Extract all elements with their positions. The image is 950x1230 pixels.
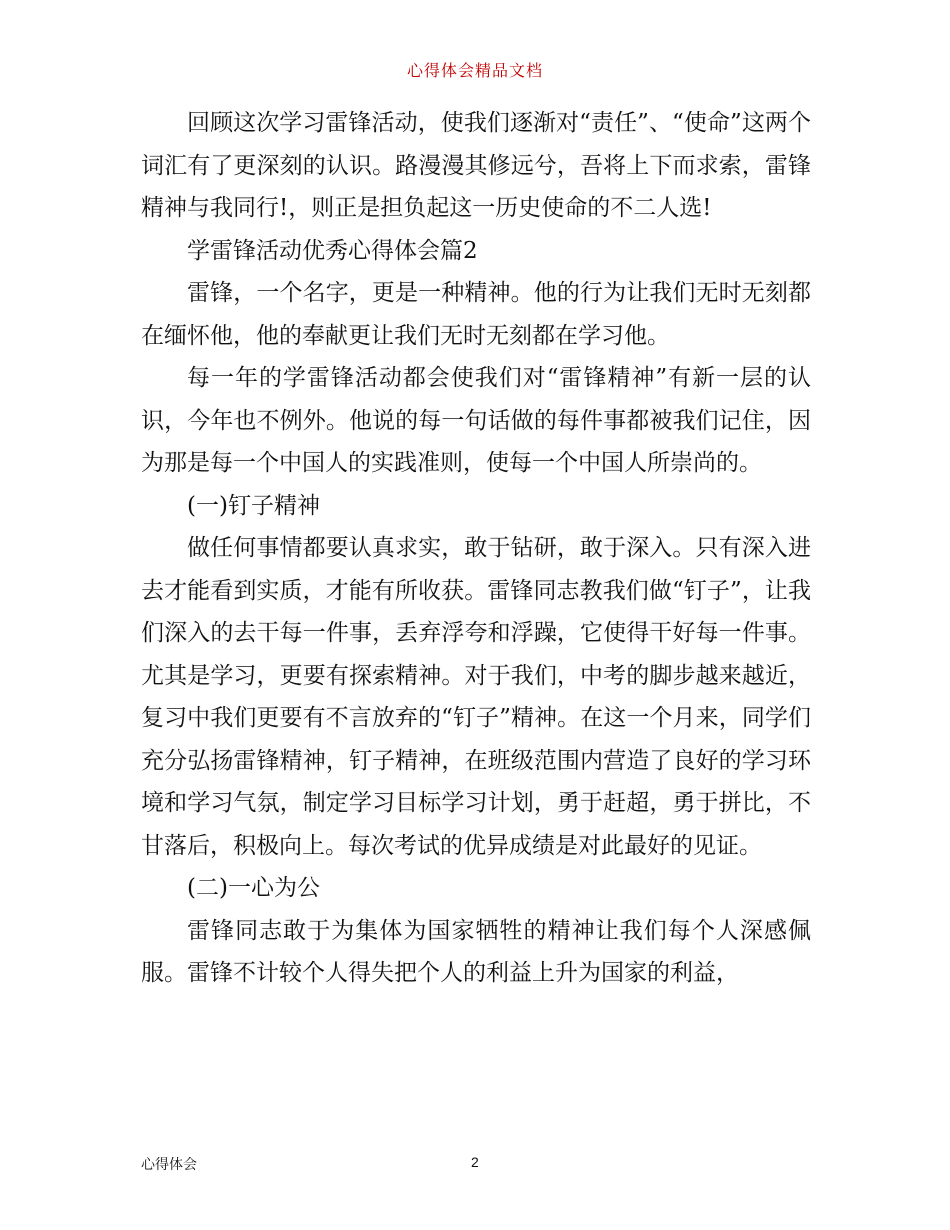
page-number: 2 (471, 1154, 479, 1170)
paragraph-lei-feng-name: 雷锋，一个名字，更是一种精神。他的行为让我们无时无刻都在缅怀他，他的奉献更让我们无时无刻都在学习他。 (141, 280, 811, 349)
paragraph-nail-spirit: 做任何事情都要认真求实，敢于钻研，敢于深入。只有深入进去才能看到实质，才能有所收获。雷锋同志教我们做“钉子”，让我们深入的去干每一件事，丢弃浮夸和浮躁，它使得干好每一件事。尤其是学习，更要有探索精神。对于我们，中考的脚步越来越近，复习中我们更要有不言放弃的“钉子”精神。在这一个月来，同学们充分弘扬雷锋精神，钉子精神，在班级范围内营造了良好的学习环境和学习气氛，制定学习目标学习计划，勇于赶超，勇于拼比，不甘落后，积极向上。每次考试的优异成绩是对此最好的见证。 (141, 535, 811, 859)
section-heading-article-2: 学雷锋活动优秀心得体会篇2 (187, 237, 478, 264)
footer-label: 心得体会 (141, 1157, 197, 1173)
page-footer (141, 1154, 811, 1178)
subheading-selfless: (二)一心为公 (187, 875, 320, 901)
paragraph-selfless: 雷锋同志敢于为集体为国家牺牲的精神让我们每个人深感佩服。雷锋不计较个人得失把个人的利益上升为国家的利益， (141, 917, 811, 986)
paragraph-review: 回顾这次学习雷锋活动，使我们逐渐对“责任”、“使命”这两个词汇有了更深刻的认识。路漫漫其修远兮，吾将上下而求索，雷锋精神与我同行!，则正是担负起这一历史使命的不二人选! (141, 110, 811, 221)
paragraph-annual-activity: 每一年的学雷锋活动都会使我们对“雷锋精神”有新一层的认识，今年也不例外。他说的每一句话做的每件事都被我们记住，因为那是每一个中国人的实践准则，使每一个中国人所崇尚的。 (141, 365, 811, 476)
subheading-nail-spirit: (一)钉子精神 (187, 492, 320, 519)
document-body (141, 102, 811, 995)
page-header-title: 心得体会精品文档 (406, 61, 543, 80)
